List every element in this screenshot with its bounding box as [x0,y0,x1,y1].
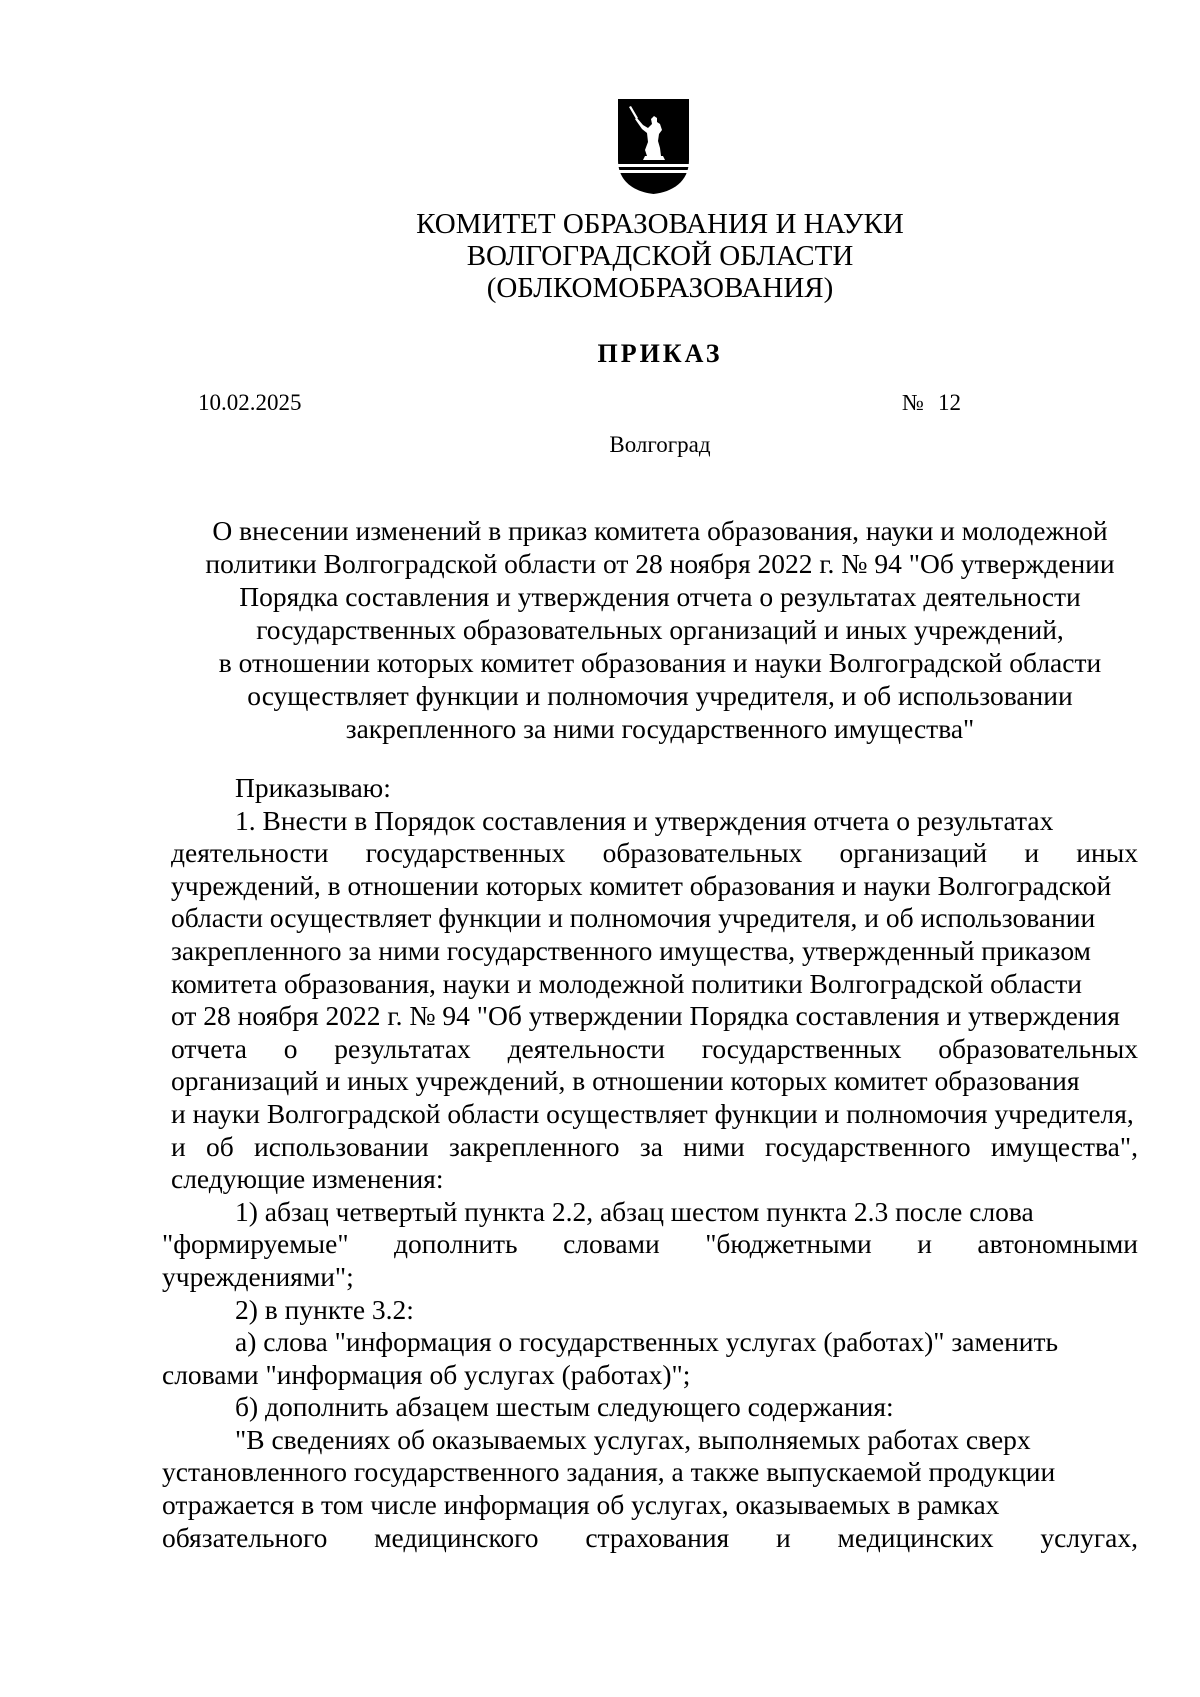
word: деятельности [171,837,329,869]
word: дополнить [394,1228,518,1260]
body-line: а) слова "информация о государственных услугах (работах)" заменить [235,1326,1059,1358]
order-date: 10.02.2025 [198,390,302,415]
word: словами [563,1228,660,1260]
org-line: КОМИТЕТ ОБРАЗОВАНИЯ И НАУКИ [416,208,904,240]
word: ними [683,1130,745,1162]
word: образовательных [938,1032,1138,1064]
word: услугах, [1040,1521,1138,1553]
word: обязательного [162,1521,328,1553]
body-line: и науки Волгоградской области осуществляет функции и полномочия учредителя, [171,1097,1134,1129]
body-line: 1) абзац четвертый пункта 2.2, абзац шестом пункта 2.3 после слова [235,1195,1034,1227]
preamble: Приказываю: [235,772,391,803]
body-line-justified [162,1522,1138,1555]
word: государственных [365,837,566,869]
word: "формируемые" [162,1228,349,1260]
body-line: 1. Внести в Порядок составления и утверждения отчета о результатах [235,804,1054,836]
number-value: 12 [937,390,961,415]
subject-line: в отношении которых комитет образования и науки Волгоградской области [218,647,1102,678]
body-line: учреждений, в отношении которых комитет образования и науки Волгоградской [171,869,1112,901]
organization-name [300,208,1020,304]
word: страхования [585,1521,730,1553]
body-line: организаций и иных учреждений, в отношении которых комитет образования [171,1065,1080,1097]
word: об [205,1130,234,1162]
word: результатах [334,1032,471,1064]
word: использовании [254,1130,429,1162]
body-line: отражается в том числе информация об услугах, оказываемых в рамках [162,1489,1000,1521]
body-line: словами "информация об услугах (работах)"; [162,1358,691,1390]
body-line: установленного государственного задания, а также выпускаемой продукции [162,1456,1056,1488]
body-line-justified [171,1131,1138,1164]
body-line: 2) в пункте 3.2: [235,1293,414,1325]
word: медицинских [837,1521,994,1553]
word: о [283,1032,298,1064]
org-line: ВОЛГОГРАДСКОЙ ОБЛАСТИ [466,240,854,272]
word: медицинского [374,1521,539,1553]
word: государственных [701,1032,902,1064]
body-line: учреждениями"; [162,1260,354,1292]
word: государственного [765,1130,971,1162]
subject-line: Порядка составления и утверждения отчета о результатах деятельности [239,581,1081,612]
word: отчета [171,1032,248,1064]
word: "бюджетными [705,1228,872,1260]
word: автономными [977,1228,1138,1260]
order-subject [170,514,1150,745]
org-line: (ОБЛКОМОБРАЗОВАНИЯ) [486,272,834,304]
order-number [902,390,961,416]
body-line-justified [171,837,1138,870]
body-line: "В сведениях об оказываемых услугах, выполняемых работах сверх [235,1423,1031,1455]
body-line: следующие изменения: [171,1163,444,1195]
document-type-title: ПРИКАЗ [597,339,723,368]
number-sign: № [902,390,924,415]
body-line: комитета образования, науки и молодежной политики Волгоградской области [171,967,1083,999]
body-line-justified [171,1033,1138,1066]
word: имущества", [990,1130,1138,1162]
word: и [171,1130,186,1162]
subject-line: закрепленного за ними государственного имущества" [345,713,975,744]
word: и [1024,837,1040,869]
body-line: области осуществляет функции и полномочия учредителя, и об использовании [171,902,1096,934]
city: Волгоград [609,432,711,457]
subject-line: О внесении изменений в приказ комитета образования, науки и молодежной [212,515,1108,546]
subject-line: осуществляет функции и полномочия учредителя, и об использовании [247,680,1073,711]
word: и [917,1228,932,1260]
subject-line: политики Волгоградской области от 28 ноября 2022 г. № 94 "Об утверждении [205,548,1115,579]
word: и [775,1521,791,1553]
order-body [162,772,1138,1554]
word: за [639,1130,663,1162]
word: образовательных [602,837,803,869]
word: организаций [839,837,988,869]
volgograd-coat-of-arms-icon [617,98,690,195]
word: деятельности [507,1032,665,1064]
body-line: от 28 ноября 2022 г. № 94 "Об утверждении Порядка составления и утверждения [171,1000,1120,1032]
body-line-justified [162,1228,1138,1261]
body-line: закрепленного за ними государственного имущества, утвержденный приказом [171,934,1091,966]
word: иных [1076,837,1138,869]
body-line: б) дополнить абзацем шестым следующего содержания: [235,1391,894,1423]
word: закрепленного [449,1130,620,1162]
subject-line: государственных образовательных организаций и иных учреждений, [256,614,1064,645]
